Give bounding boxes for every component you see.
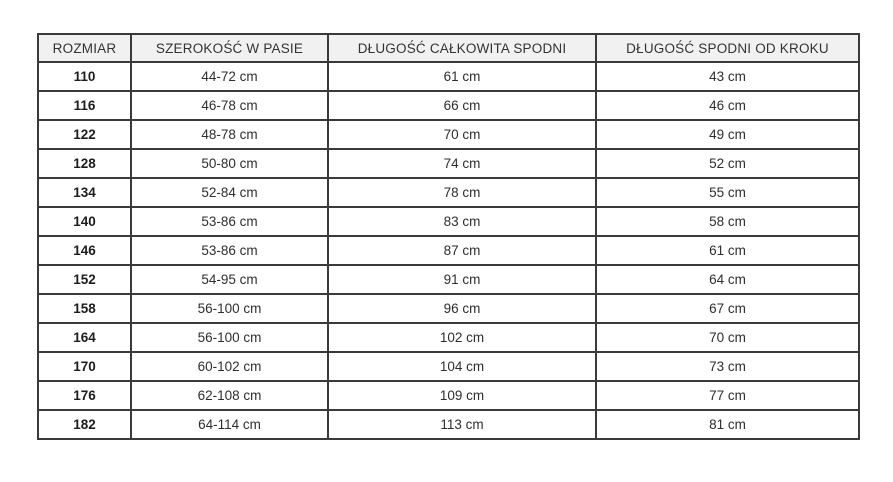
inseam-length-cell: 70 cm — [596, 323, 859, 352]
inseam-length-cell: 52 cm — [596, 149, 859, 178]
total-length-cell: 70 cm — [328, 120, 596, 149]
table-row — [38, 265, 859, 294]
waist-width-cell: 56-100 cm — [131, 323, 328, 352]
table-row — [38, 381, 859, 410]
size-cell: 134 — [38, 178, 131, 207]
column-header-szerokosc-w-pasie: SZEROKOŚĆ W PASIE — [131, 34, 328, 62]
total-length-cell: 66 cm — [328, 91, 596, 120]
waist-width-cell: 52-84 cm — [131, 178, 328, 207]
total-length-cell: 83 cm — [328, 207, 596, 236]
inseam-length-cell: 46 cm — [596, 91, 859, 120]
table-row — [38, 91, 859, 120]
inseam-length-cell: 67 cm — [596, 294, 859, 323]
table-row — [38, 236, 859, 265]
table-row — [38, 352, 859, 381]
size-cell: 164 — [38, 323, 131, 352]
inseam-length-cell: 77 cm — [596, 381, 859, 410]
waist-width-cell: 53-86 cm — [131, 207, 328, 236]
waist-width-cell: 62-108 cm — [131, 381, 328, 410]
total-length-cell: 104 cm — [328, 352, 596, 381]
size-cell: 158 — [38, 294, 131, 323]
size-cell: 176 — [38, 381, 131, 410]
size-cell: 152 — [38, 265, 131, 294]
size-cell: 116 — [38, 91, 131, 120]
waist-width-cell: 56-100 cm — [131, 294, 328, 323]
inseam-length-cell: 81 cm — [596, 410, 859, 439]
table-row — [38, 149, 859, 178]
total-length-cell: 87 cm — [328, 236, 596, 265]
column-header-dlugosc-calkowita-spodni: DŁUGOŚĆ CAŁKOWITA SPODNI — [328, 34, 596, 62]
inseam-length-cell: 58 cm — [596, 207, 859, 236]
size-cell: 182 — [38, 410, 131, 439]
column-header-rozmiar: ROZMIAR — [38, 34, 131, 62]
inseam-length-cell: 61 cm — [596, 236, 859, 265]
waist-width-cell: 46-78 cm — [131, 91, 328, 120]
table-row — [38, 294, 859, 323]
waist-width-cell: 54-95 cm — [131, 265, 328, 294]
waist-width-cell: 48-78 cm — [131, 120, 328, 149]
size-cell: 140 — [38, 207, 131, 236]
inseam-length-cell: 55 cm — [596, 178, 859, 207]
total-length-cell: 78 cm — [328, 178, 596, 207]
table-body — [38, 62, 859, 439]
size-chart-table — [37, 33, 860, 440]
total-length-cell: 91 cm — [328, 265, 596, 294]
waist-width-cell: 50-80 cm — [131, 149, 328, 178]
total-length-cell: 102 cm — [328, 323, 596, 352]
total-length-cell: 96 cm — [328, 294, 596, 323]
total-length-cell: 74 cm — [328, 149, 596, 178]
waist-width-cell: 60-102 cm — [131, 352, 328, 381]
table-header-row — [38, 34, 859, 62]
size-cell: 110 — [38, 62, 131, 91]
size-cell: 122 — [38, 120, 131, 149]
total-length-cell: 61 cm — [328, 62, 596, 91]
total-length-cell: 113 cm — [328, 410, 596, 439]
table-row — [38, 62, 859, 91]
table-row — [38, 178, 859, 207]
inseam-length-cell: 64 cm — [596, 265, 859, 294]
size-cell: 146 — [38, 236, 131, 265]
inseam-length-cell: 43 cm — [596, 62, 859, 91]
size-cell: 128 — [38, 149, 131, 178]
inseam-length-cell: 49 cm — [596, 120, 859, 149]
table-row — [38, 410, 859, 439]
table-row — [38, 323, 859, 352]
size-cell: 170 — [38, 352, 131, 381]
table-row — [38, 207, 859, 236]
waist-width-cell: 44-72 cm — [131, 62, 328, 91]
inseam-length-cell: 73 cm — [596, 352, 859, 381]
total-length-cell: 109 cm — [328, 381, 596, 410]
waist-width-cell: 64-114 cm — [131, 410, 328, 439]
table-row — [38, 120, 859, 149]
column-header-dlugosc-spodni-od-kroku: DŁUGOŚĆ SPODNI OD KROKU — [596, 34, 859, 62]
waist-width-cell: 53-86 cm — [131, 236, 328, 265]
table-header — [38, 34, 859, 62]
